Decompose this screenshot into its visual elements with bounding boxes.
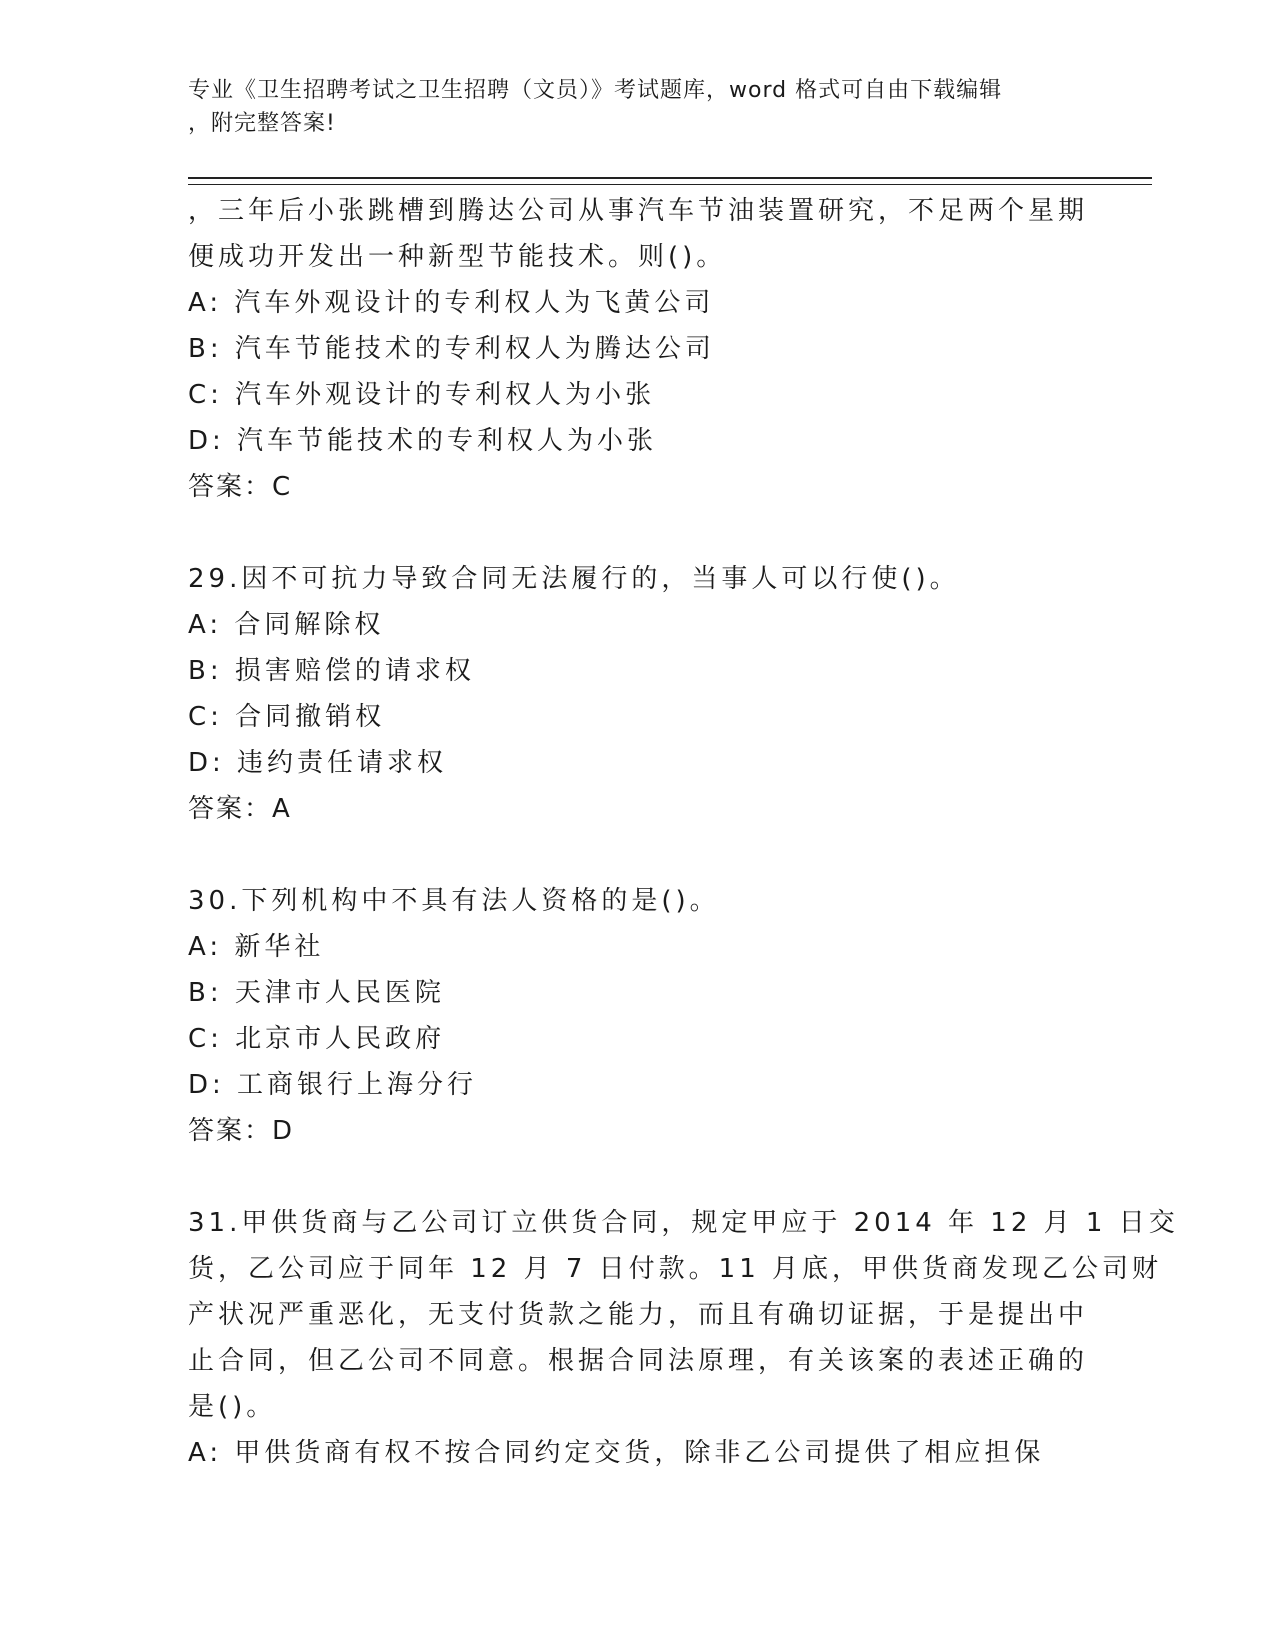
option-a: A: 合同解除权	[188, 610, 385, 640]
question-29	[188, 556, 1088, 832]
option-c: C: 合同撤销权	[188, 702, 386, 732]
option-b: B: 天津市人民医院	[188, 978, 445, 1008]
header-line-2: ，附完整答案!	[188, 111, 336, 136]
answer-line: 答案：D	[188, 1116, 295, 1146]
header-divider-thick	[188, 177, 1152, 179]
option-d: D: 违约责任请求权	[188, 748, 448, 778]
question-stem: 是()。	[188, 1392, 277, 1422]
option-b: B: 损害赔偿的请求权	[188, 656, 475, 686]
option-c: C: 北京市人民政府	[188, 1024, 446, 1054]
option-c: C: 汽车外观设计的专利权人为小张	[188, 380, 656, 410]
question-31	[188, 1200, 1179, 1476]
question-stem: 货，乙公司应于同年 12 月 7 日付款。11 月底，甲供货商发现乙公司财	[188, 1254, 1163, 1284]
question-stem: ，三年后小张跳槽到腾达公司从事汽车节油装置研究，不足两个星期	[188, 196, 1089, 226]
question-stem: 产状况严重恶化，无支付货款之能力，而且有确切证据，于是提出中	[188, 1300, 1089, 1330]
option-a: A: 新华社	[188, 932, 325, 962]
document-header	[188, 74, 1088, 140]
question-stem: 30.下列机构中不具有法人资格的是()。	[188, 886, 720, 916]
option-a: A: 汽车外观设计的专利权人为飞黄公司	[188, 288, 715, 318]
header-divider-thin	[188, 184, 1152, 185]
option-d: D: 汽车节能技术的专利权人为小张	[188, 426, 658, 456]
spacer	[188, 510, 1088, 556]
spacer	[188, 1154, 1088, 1200]
option-a: A: 甲供货商有权不按合同约定交货，除非乙公司提供了相应担保	[188, 1438, 1045, 1468]
question-28	[188, 188, 1088, 510]
spacer	[188, 832, 1088, 878]
question-stem: 31.甲供货商与乙公司订立供货合同，规定甲应于 2014 年 12 月 1 日交	[188, 1208, 1179, 1238]
question-stem: 29.因不可抗力导致合同无法履行的，当事人可以行使()。	[188, 564, 960, 594]
answer-line: 答案：C	[188, 472, 293, 502]
option-d: D: 工商银行上海分行	[188, 1070, 478, 1100]
question-stem: 止合同，但乙公司不同意。根据合同法原理，有关该案的表述正确的	[188, 1346, 1089, 1376]
answer-line: 答案：A	[188, 794, 292, 824]
header-line-1: 专业《卫生招聘考试之卫生招聘（文员）》考试题库，word 格式可自由下载编辑	[188, 78, 1003, 103]
question-30	[188, 878, 1088, 1154]
question-stem: 便成功开发出一种新型节能技术。则()。	[188, 242, 727, 272]
option-b: B: 汽车节能技术的专利权人为腾达公司	[188, 334, 715, 364]
question-list	[188, 188, 1179, 1476]
